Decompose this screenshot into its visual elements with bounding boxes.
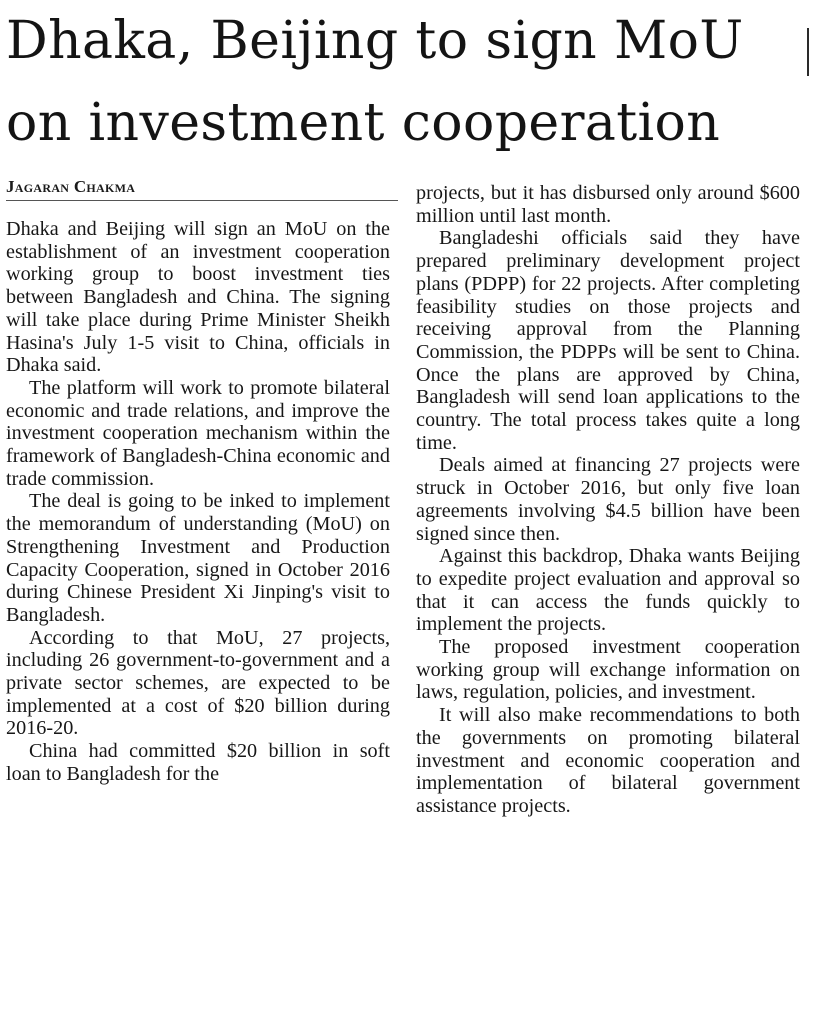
headline-line-1: Dhaka, Beijing to sign MoU	[6, 11, 744, 71]
byline-divider	[6, 200, 398, 201]
headline-line-2: on investment cooperation	[6, 93, 721, 153]
paragraph-10: It will also make recommendations to both the governments on promoting bilateral investment and economic cooperation and implementation of bilateral government assistance projects.	[416, 704, 800, 817]
paragraph-5-continued: projects, but it has disbursed only around $600 million until last month.	[416, 182, 800, 227]
article-column-right	[416, 182, 800, 818]
column-divider-rule	[807, 28, 809, 76]
paragraph-3: The deal is going to be inked to implement the memorandum of understanding (MoU) on Strengthening Investment and Production Capacity Cooperation, signed in October 2016 during Chinese President Xi Jinping's visit to Bangladesh.	[6, 490, 390, 626]
paragraph-7: Deals aimed at financing 27 projects were struck in October 2016, but only five loan agreements involving $4.5 billion have been signed since then.	[416, 454, 800, 545]
paragraph-4: According to that MoU, 27 projects, including 26 government-to-government and a private sector schemes, are expected to be implemented at a cost of $20 billion during 2016-20.	[6, 626, 390, 740]
paragraph-9: The proposed investment cooperation working group will exchange information on laws, regulation, policies, and investment.	[416, 636, 800, 704]
paragraph-5-start: China had committed $20 billion in soft loan to Bangladesh for the	[6, 740, 390, 785]
headline	[6, 0, 806, 164]
paragraph-6: Bangladeshi officials said they have prepared preliminary development project plans (PDPP) for 22 projects. After completing feasibility studies on those projects and receiving approval from the Planning Commission, the PDPPs will be sent to China. Once the plans are approved by China, Bangladesh will send loan applications to the country. The total process takes quite a long time.	[416, 227, 800, 454]
paragraph-2: The platform will work to promote bilateral economic and trade relations, and improve the investment cooperation mechanism within the framework of Bangladesh-China economic and trade commission.	[6, 376, 390, 490]
byline: Jagaran Chakma	[6, 177, 136, 196]
paragraph-1: Dhaka and Beijing will sign an MoU on the establishment of an investment cooperation working group to boost investment ties between Bangladesh and China. The signing will take place during Prime Minister Sheikh Hasina's July 1-5 visit to China, officials in Dhaka said.	[6, 218, 390, 377]
article-column-left	[6, 218, 390, 786]
paragraph-8: Against this backdrop, Dhaka wants Beijing to expedite project evaluation and approval so that it can access the funds quickly to implement the projects.	[416, 545, 800, 636]
